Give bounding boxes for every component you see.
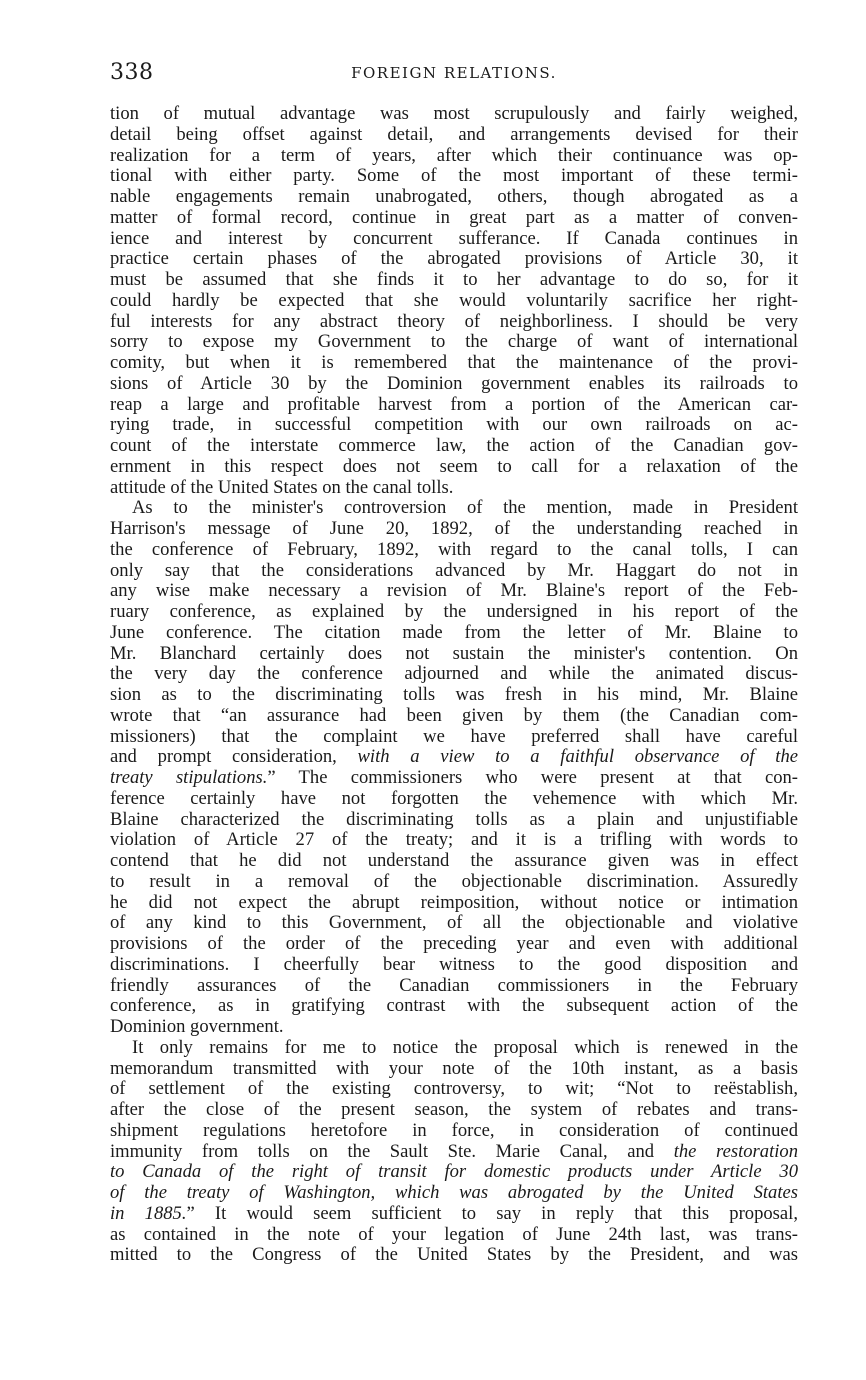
text-segment: only say that the considerations advanced by Mr. Haggart do not in: [110, 560, 798, 581]
text-line: [110, 955, 798, 976]
text-line: [110, 602, 798, 623]
text-segment: ” The commissioners who were present at that con-: [267, 768, 798, 788]
text-line: [110, 1079, 798, 1100]
text-line: [110, 353, 798, 374]
text-line: [110, 1121, 798, 1142]
italic-text-segment: of the treaty of Washington, which was abrogated by the United States: [110, 1183, 798, 1203]
text-segment: of settlement of the existing controversy, to wit; “Not to reëstablish,: [110, 1079, 798, 1100]
text-segment: It only remains for me to notice the proposal which is renewed in the: [132, 1037, 798, 1058]
text-line: [110, 893, 798, 914]
text-line: [110, 976, 798, 997]
text-segment: violation of Article 27 of the treaty; and it is a trifling with words to: [110, 830, 798, 851]
text-line: [110, 830, 798, 851]
text-segment: nable engagements remain unabrogated, others, though abrogated as a: [110, 187, 798, 207]
text-line: [110, 395, 798, 416]
text-line: [110, 146, 798, 167]
text-segment: ference certainly have not forgotten the vehemence with which Mr.: [110, 788, 798, 809]
text-line: [110, 166, 798, 187]
text-segment: ful interests for any abstract theory of neighborliness. I should be very: [110, 311, 798, 332]
text-segment: ience and interest by concurrent sufferance. If Canada continues in: [110, 228, 798, 249]
text-segment: the very day the conference adjourned and while the animated discus-: [110, 664, 798, 685]
text-line: [110, 706, 798, 727]
text-line: [110, 1059, 798, 1080]
text-line: [110, 561, 798, 582]
text-segment: of any kind to this Government, of all the objectionable and violative: [110, 913, 798, 934]
text-line: [110, 291, 798, 312]
text-line: [110, 312, 798, 333]
text-segment: and prompt consideration,: [110, 747, 358, 768]
text-segment: to result in a removal of the objectionable discrimination. Assuredly: [110, 871, 798, 892]
text-segment: ruary conference, as explained by the undersigned in his report of the: [110, 602, 798, 622]
text-line: [110, 934, 798, 955]
italic-text-segment: in 1885.: [110, 1203, 187, 1224]
text-segment: any wise make necessary a revision of Mr. Blaine's report of the Feb-: [110, 581, 798, 602]
text-line: [110, 498, 798, 519]
text-segment: missioners) that the complaint we have preferred shall have careful: [110, 726, 798, 747]
text-line: [110, 187, 798, 208]
text-line: [110, 727, 798, 748]
text-line: [110, 270, 798, 291]
text-segment: immunity from tolls on the Sault Ste. Marie Canal, and: [110, 1141, 674, 1162]
text-line: [110, 1142, 798, 1163]
text-line: [110, 1245, 798, 1266]
text-line: [110, 810, 798, 831]
text-line: [110, 1038, 798, 1059]
text-line: [110, 436, 798, 457]
text-line: [110, 996, 798, 1017]
text-line: [110, 1204, 798, 1225]
italic-text-segment: to Canada of the right of transit for domestic products under Article 30: [110, 1162, 798, 1183]
text-line: [110, 872, 798, 893]
text-segment: Blaine characterized the discriminating tolls as a plain and unjustifiable: [110, 809, 798, 830]
text-segment: sorry to expose my Government to the charge of want of international: [110, 332, 798, 353]
italic-text-segment: treaty stipulations.: [110, 768, 268, 788]
text-line: [110, 1100, 798, 1121]
italic-text-segment: with a view to a faithful observance of the: [357, 747, 798, 768]
text-segment: shipment regulations heretofore in force, in consideration of continued: [110, 1120, 798, 1141]
text-segment: after the close of the present season, the system of rebates and trans-: [110, 1100, 798, 1120]
text-line: [110, 374, 798, 395]
text-line: [110, 685, 798, 706]
text-line: [110, 664, 798, 685]
text-segment: discriminations. I cheerfully bear witness to the good disposition and: [110, 954, 798, 975]
text-line: [110, 104, 798, 125]
text-segment: memorandum transmitted with your note of the 10th instant, as a basis: [110, 1058, 798, 1079]
text-line: [110, 1183, 798, 1204]
text-segment: practice certain phases of the abrogated provisions of Article 30, it: [110, 249, 798, 270]
text-segment: conference, as in gratifying contrast with the subsequent action of the: [110, 996, 798, 1017]
text-line: [110, 249, 798, 270]
text-segment: mitted to the Congress of the United States by the President, and was: [110, 1245, 798, 1266]
page-header: [110, 60, 798, 88]
text-segment: rying trade, in successful competition with our own railroads on ac-: [110, 415, 798, 436]
text-segment: ernment in this respect does not seem to call for a relaxation of the: [110, 456, 798, 477]
text-line: [110, 332, 798, 353]
text-segment: June conference. The citation made from the letter of Mr. Blaine to: [110, 622, 798, 643]
text-line: [110, 519, 798, 540]
text-segment: tional with either party. Some of the most important of these termi-: [110, 166, 798, 187]
text-segment: the conference of February, 1892, with regard to the canal tolls, I can: [110, 539, 798, 560]
text-line: [110, 581, 798, 602]
text-segment: friendly assurances of the Canadian commissioners in the February: [110, 975, 798, 996]
text-line: [110, 747, 798, 768]
text-segment: tion of mutual advantage was most scrupulously and fairly weighed,: [110, 104, 798, 124]
text-segment: realization for a term of years, after which their continuance was op-: [110, 145, 798, 166]
text-line: [110, 913, 798, 934]
text-segment: Mr. Blanchard certainly does not sustain the minister's contention. On: [110, 643, 798, 664]
text-line: [110, 1017, 798, 1038]
italic-text-segment: the restoration: [673, 1141, 798, 1162]
text-segment: Dominion government.: [110, 1017, 284, 1037]
text-segment: reap a large and profitable harvest from a portion of the American car-: [110, 394, 798, 415]
text-segment: contend that he did not understand the assurance given was in effect: [110, 851, 798, 871]
text-segment: matter of formal record, continue in great part as a matter of conven-: [110, 207, 798, 228]
text-segment: sion as to the discriminating tolls was fresh in his mind, Mr. Blaine: [110, 685, 798, 705]
body-text: [110, 104, 798, 1266]
text-segment: he did not expect the abrupt reimposition, without notice or intimation: [110, 892, 798, 913]
text-segment: ” It would seem sufficient to say in reply that this proposal,: [186, 1203, 798, 1224]
text-line: [110, 415, 798, 436]
page-number: 338: [110, 60, 154, 85]
text-segment: wrote that “an assurance had been given by them (the Canadian com-: [110, 705, 798, 726]
text-segment: count of the interstate commerce law, the action of the Canadian gov-: [110, 436, 798, 456]
text-segment: provisions of the order of the preceding year and even with additional: [110, 934, 798, 954]
text-line: [110, 1225, 798, 1246]
text-segment: comity, but when it is remembered that the maintenance of the provi-: [110, 353, 798, 373]
text-segment: sions of Article 30 by the Dominion government enables its railroads to: [110, 373, 798, 394]
text-line: [110, 540, 798, 561]
text-segment: detail being offset against detail, and arrangements devised for their: [110, 124, 798, 145]
text-segment: Harrison's message of June 20, 1892, of the understanding reached in: [110, 519, 798, 539]
text-line: [110, 478, 798, 499]
running-title: FOREIGN RELATIONS.: [351, 64, 557, 82]
text-line: [110, 644, 798, 665]
text-segment: as contained in the note of your legation of June 24th last, was trans-: [110, 1224, 798, 1245]
text-segment: attitude of the United States on the canal tolls.: [110, 477, 454, 498]
text-line: [110, 623, 798, 644]
text-line: [110, 208, 798, 229]
text-line: [110, 851, 798, 872]
text-segment: As to the minister's controversion of the mention, made in President: [132, 498, 798, 519]
text-segment: must be assumed that she finds it to her advantage to do so, for it: [110, 270, 798, 290]
text-line: [110, 125, 798, 146]
text-segment: could hardly be expected that she would voluntarily sacrifice her right-: [110, 290, 798, 311]
text-line: [110, 229, 798, 250]
text-line: [110, 789, 798, 810]
text-line: [110, 768, 798, 789]
text-line: [110, 1162, 798, 1183]
text-line: [110, 457, 798, 478]
